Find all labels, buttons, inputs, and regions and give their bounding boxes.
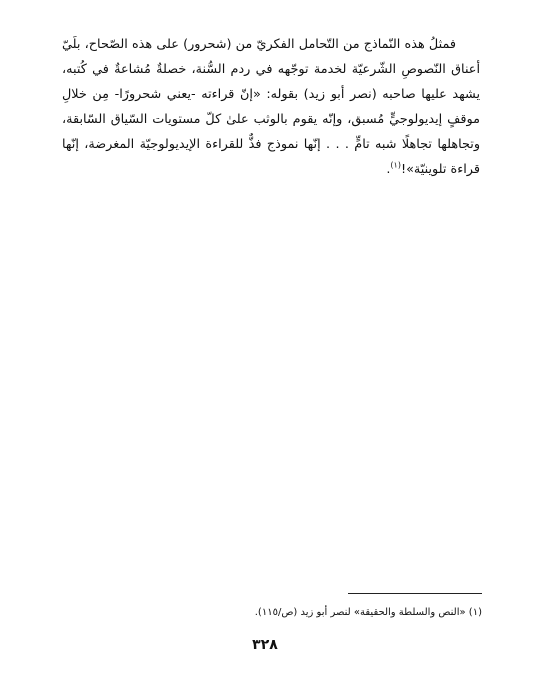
main-text-block <box>62 32 480 182</box>
footnote-separator <box>348 593 482 594</box>
body-paragraph: فمثلُ هذه النّماذج من التّحامل الفكريّ من (شحرور) على هذه الصّحاح، بلَيّ أعناق النّصوصِ الشّرعيّة لخدمة توجّهه في ردم السُّنة، خصلةٌ مُشاعةٌ في كُتبه، يشهد عليها صاحبه (نصر أبو زيد) بقوله: «إنّ قراءته -يعني شحرورًا- مِن خلالِ موقفٍ إيديولوجيٍّ مُسبق، وإنّه يقوم بالوثب علىٰ كلّ مستويات السّياق السّابقة، وتجاهلها تجاهلًا شبه تامٍّ . . . إنّها نموذج فذٌّ للقراءة الإيديولوجيّة المغرضة، إنّها قراءة تلوينيّة»!$^{(١)}$. <box>62 37 480 177</box>
page-number: ٣٢٨ <box>252 637 278 653</box>
footnote: (١) «النص والسلطة والحقيقة» لنصر أبو زيد (ص/١١٥). <box>254 607 482 618</box>
body-paragraph-text: فمثلُ هذه النّماذج من التّحامل الفكريّ من (شحرور) على هذه الصّحاح، بلَيّ أعناق النّصوصِ الشّرعيّة لخدمة توجّهه في ردم السُّنة، خصلةٌ مُشاعةٌ في كُتبه، يشهد عليها صاحبه (نصر أبو زيد) بقوله: «إنّ قراءته -يعني شحرورًا- مِن خلالِ موقفٍ إيديولوجيٍّ مُسبق، وإنّه يقوم بالوثب علىٰ كلّ مستويات السّياق السّابقة، وتجاهلها تجاهلًا شبه تامٍّ . . . إنّها نموذج فذٌّ للقراءة الإيديولوجيّة المغرضة، إنّها قراءة تلوينيّة»! <box>62 37 480 177</box>
footnote-reference: (١) <box>390 160 401 170</box>
